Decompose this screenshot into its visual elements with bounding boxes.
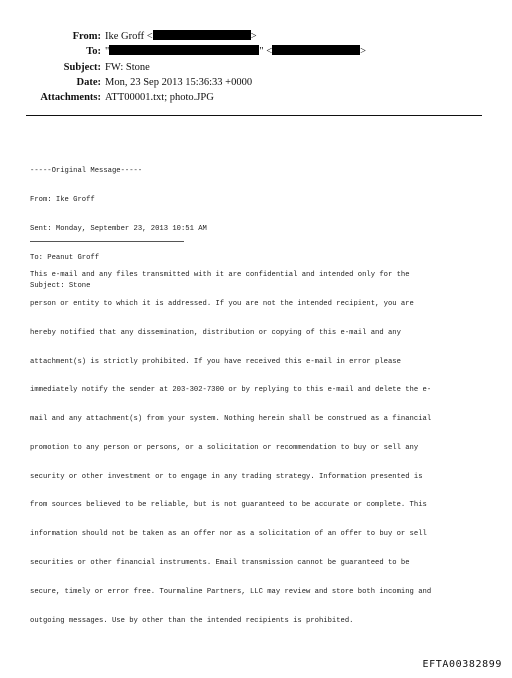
signature-divider — [30, 241, 184, 242]
to-mid: " < — [259, 46, 273, 57]
original-message-separator: -----Original Message----- — [30, 167, 143, 176]
date-value: Mon, 23 Sep 2013 15:36:33 +0000 — [105, 77, 253, 88]
original-from-line: From: Ike Groff — [30, 195, 95, 204]
disclaimer-line: attachment(s) is strictly prohibited. If you have received this e-mail in error please — [30, 357, 401, 366]
from-value — [105, 30, 257, 44]
header-divider — [26, 115, 482, 116]
subject-label: Subject: — [63, 62, 101, 73]
to-open-quote: " — [105, 46, 110, 57]
disclaimer-line: immediately notify the sender at 203-302-7300 or by replying to this e-mail and delete the e- — [30, 386, 432, 395]
original-sent-line: Sent: Monday, September 23, 2013 10:51 AM — [30, 224, 207, 233]
redaction-bar — [272, 45, 360, 55]
to-value — [105, 45, 366, 59]
original-to-line: To: Peanut Groff — [30, 253, 100, 262]
attachments-value: ATT00001.txt; photo.JPG — [105, 92, 214, 103]
disclaimer-line: security or other investment or to engage in any trading strategy. Information presented is — [30, 472, 423, 481]
disclaimer-line: promotion to any person or persons, or a solicitation or recommendation to buy or sell any — [30, 443, 419, 452]
disclaimer-line: mail and any attachment(s) from your system. Nothing herein shall be construed as a financial — [30, 415, 432, 424]
disclaimer-line: hereby notified that any dissemination, distribution or copying of this e-mail and any — [30, 328, 401, 337]
disclaimer-line: This e-mail and any files transmitted with it are confidential and intended only for the — [30, 271, 410, 280]
attachments-label: Attachments: — [40, 92, 101, 103]
to-label: To: — [86, 46, 101, 57]
original-subject-line: Subject: Stone — [30, 282, 91, 291]
disclaimer-line: secure, timely or error free. Tourmaline Partners, LLC may review and store both incoming and — [30, 587, 432, 596]
from-tail: > — [250, 31, 257, 42]
from-label: From: — [72, 31, 101, 42]
subject-value: FW: Stone — [105, 62, 150, 73]
disclaimer-line: from sources believed to be reliable, but is not guaranteed to be accurate or complete. This — [30, 501, 427, 510]
document-id: EFTA00382899 — [422, 659, 502, 670]
disclaimer-line: securities or other financial instruments. Email transmission cannot be guaranteed to be — [30, 559, 410, 567]
to-tail: > — [360, 46, 367, 57]
disclaimer-line: information should not be taken as an offer nor as a solicitation of an offer to buy or sell — [30, 530, 427, 539]
from-name: Ike Groff < — [105, 31, 153, 42]
confidentiality-disclaimer — [30, 252, 490, 636]
redaction-bar — [109, 45, 259, 55]
disclaimer-line: person or entity to which it is addressed. If you are not the intended recipient, you are — [30, 299, 414, 308]
date-label: Date: — [76, 77, 101, 88]
disclaimer-line: outgoing messages. Use by other than the intended recipients is prohibited. — [30, 616, 354, 625]
redaction-bar — [153, 30, 251, 40]
